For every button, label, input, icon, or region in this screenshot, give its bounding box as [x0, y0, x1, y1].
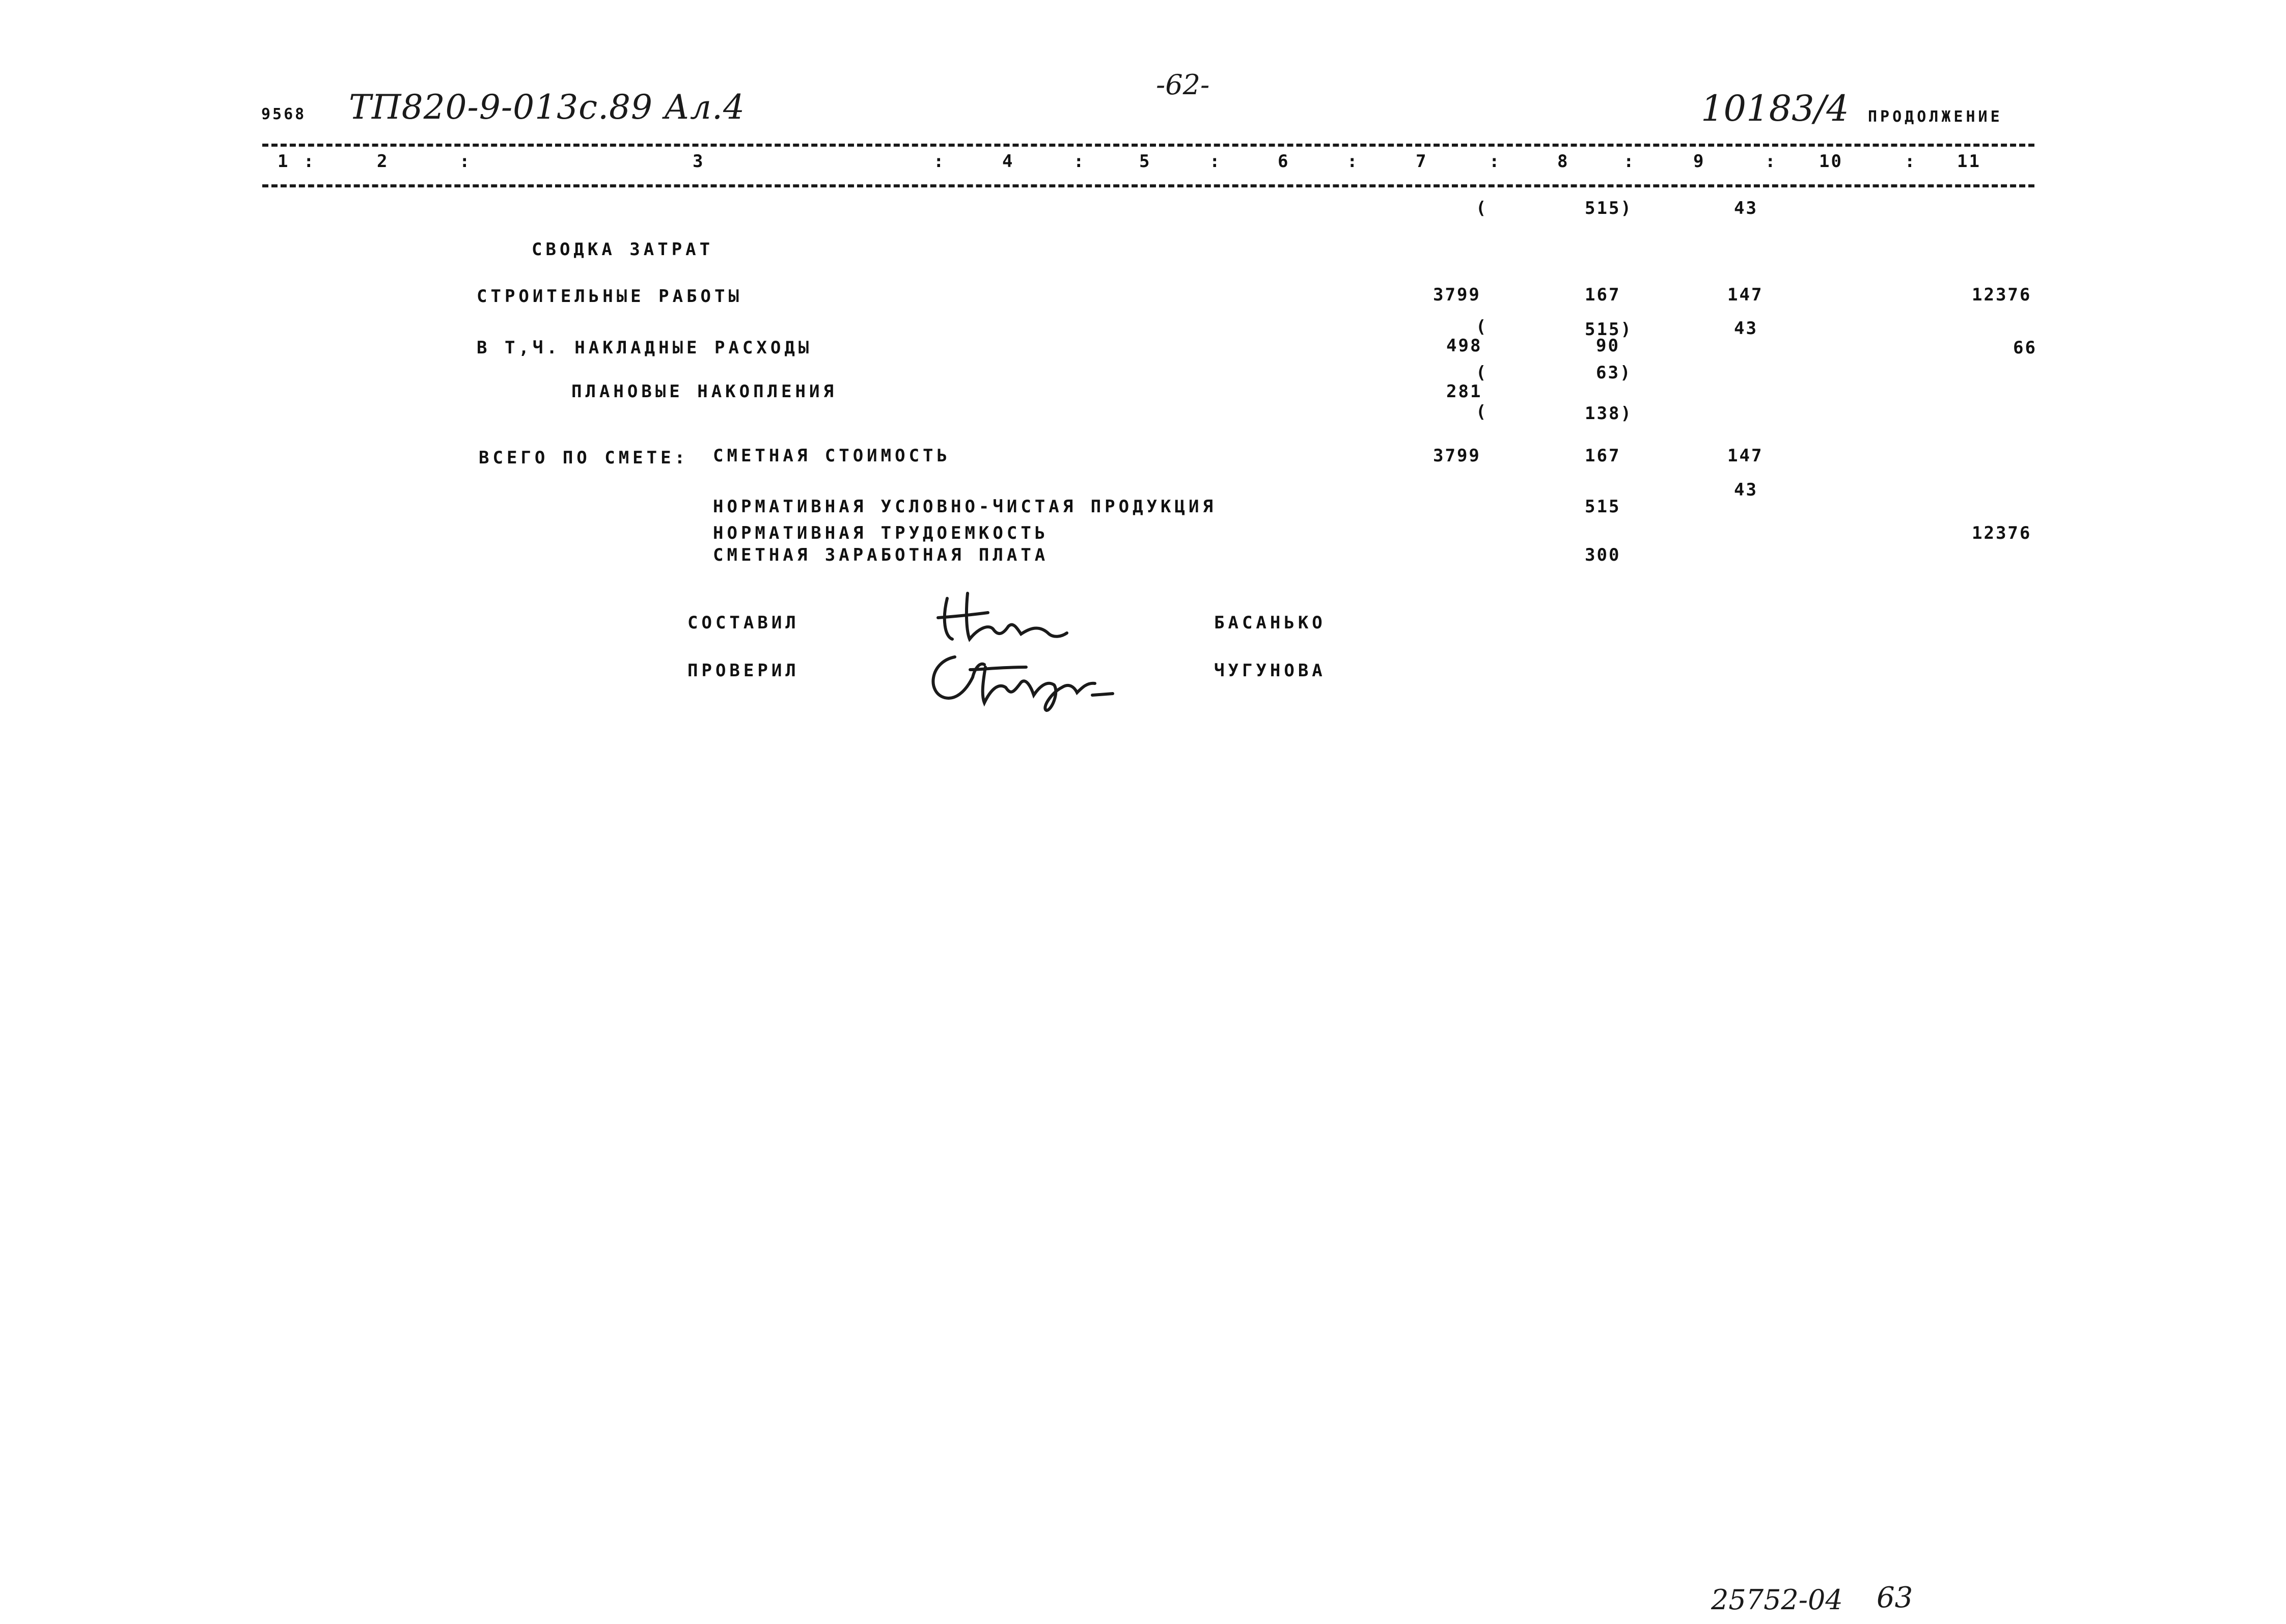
construction-col11: 12376	[1972, 285, 2032, 305]
labor-label: НОРМАТИВНАЯ ТРУДОЕМКОСТЬ	[713, 523, 1049, 543]
document-reference: 10183/4	[1701, 88, 1849, 129]
construction-sub-col8: 515)	[1585, 319, 1633, 340]
header-rule-top	[262, 144, 2034, 147]
document-number: ТП820-9-013с.89 Ал.4	[349, 88, 746, 127]
construction-sub-col9: 43	[1734, 318, 1758, 339]
total-label: ВСЕГО ПО СМЕТЕ:	[479, 448, 689, 468]
column-header: 8	[1557, 151, 1569, 172]
construction-col9: 147	[1727, 285, 1764, 305]
nucp-value: 515	[1585, 497, 1621, 517]
construction-col7: 3799	[1433, 285, 1481, 305]
overhead-sub-col8: 63)	[1596, 363, 1632, 383]
compiled-by-label: СОСТАВИЛ	[687, 613, 800, 633]
carry-col9: 43	[1734, 198, 1758, 218]
column-separator: :	[1623, 151, 1636, 172]
overhead-sub-paren: (	[1476, 363, 1488, 383]
continuation-label: ПРОДОЛЖЕНИЕ	[1868, 108, 2003, 126]
carry-col8: 515)	[1585, 198, 1633, 218]
page-marker: -62-	[1156, 69, 1210, 101]
column-separator: :	[1905, 151, 1917, 172]
overhead-col11: 66	[2013, 338, 2037, 358]
column-header: 11	[1957, 151, 1981, 172]
column-header: 6	[1278, 151, 1290, 172]
column-header: 10	[1819, 151, 1843, 172]
construction-col8: 167	[1585, 285, 1621, 305]
column-separator: :	[1489, 151, 1501, 172]
column-separator: :	[933, 151, 946, 172]
overhead-label: В Т,Ч. НАКЛАДНЫЕ РАСХОДЫ	[477, 338, 813, 358]
total-col7: 3799	[1433, 446, 1481, 466]
sheet-code: 9568	[261, 105, 307, 123]
savings-label: ПЛАНОВЫЕ НАКОПЛЕНИЯ	[571, 381, 837, 402]
nucp-label: НОРМАТИВНАЯ УСЛОВНО-ЧИСТАЯ ПРОДУКЦИЯ	[713, 497, 1217, 517]
column-header: 4	[1002, 151, 1014, 172]
column-separator: :	[1209, 151, 1222, 172]
checked-by-name: ЧУГУНОВА	[1214, 660, 1326, 681]
wage-value: 300	[1585, 545, 1621, 565]
estimated-cost-label: СМЕТНАЯ СТОИМОСТЬ	[713, 446, 951, 466]
overhead-col8: 90	[1596, 336, 1620, 356]
column-separator: :	[1073, 151, 1086, 172]
column-separator: :	[1347, 151, 1359, 172]
savings-col7: 281	[1446, 381, 1482, 402]
checked-signature	[924, 647, 1118, 713]
column-header: 2	[377, 151, 389, 172]
footer-page-number: 63	[1877, 1581, 1913, 1614]
labor-value: 12376	[1972, 523, 2032, 543]
compiled-by-name: БАСАНЬКО	[1214, 613, 1326, 633]
summary-title: СВОДКА ЗАТРАТ	[532, 239, 714, 260]
checked-by-label: ПРОВЕРИЛ	[687, 660, 800, 681]
total-col9: 147	[1727, 446, 1764, 466]
total-col9-sub: 43	[1734, 480, 1758, 500]
column-separator: :	[1765, 151, 1777, 172]
wage-label: СМЕТНАЯ ЗАРАБОТНАЯ ПЛАТА	[713, 545, 1049, 565]
construction-sub-paren: (	[1476, 317, 1488, 337]
savings-sub-col8: 138)	[1585, 403, 1633, 424]
construction-label: СТРОИТЕЛЬНЫЕ РАБОТЫ	[477, 286, 742, 307]
total-col8: 167	[1585, 446, 1621, 466]
compiled-signature	[932, 588, 1075, 649]
column-separator: :	[304, 151, 316, 172]
column-header: 7	[1416, 151, 1428, 172]
column-header: 3	[693, 151, 705, 172]
column-header: 1	[278, 151, 290, 172]
header-rule-bottom	[262, 184, 2034, 187]
carry-paren: (	[1476, 198, 1488, 218]
savings-sub-paren: (	[1476, 402, 1488, 422]
column-header: 5	[1139, 151, 1151, 172]
column-header: 9	[1693, 151, 1705, 172]
column-separator: :	[459, 151, 472, 172]
overhead-col7: 498	[1446, 336, 1482, 356]
column-header-row	[0, 153, 2286, 178]
archive-stamp: 25752-04	[1711, 1584, 1843, 1616]
